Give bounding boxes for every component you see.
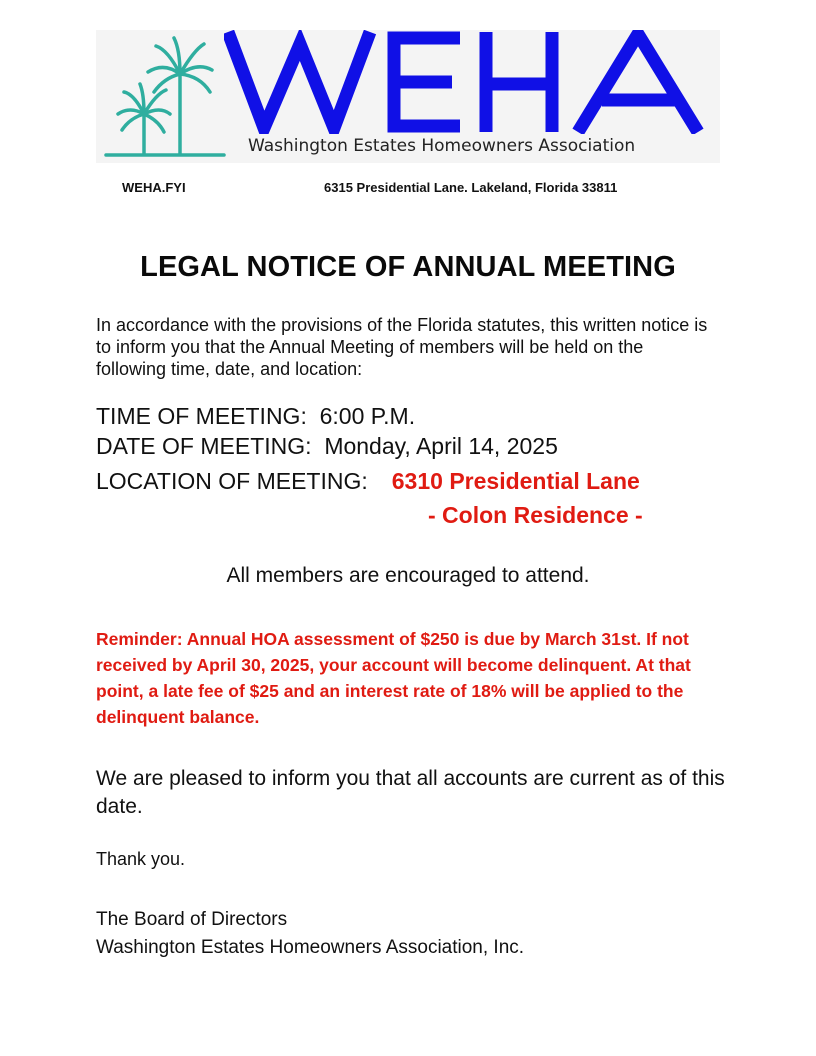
meeting-location-detail: - Colon Residence - <box>428 502 643 528</box>
meeting-time-value: 6:00 P.M. <box>319 403 416 429</box>
meeting-location-label: LOCATION OF MEETING: <box>96 468 368 494</box>
meeting-location-value: 6310 Presidential Lane <box>391 468 640 494</box>
meeting-date-label: DATE OF MEETING: <box>96 433 312 459</box>
assessment-reminder: Reminder: Annual HOA assessment of $250 is due by March 31st. If not received by April 30, 2025, your account will become delinquent. At that point, a late fee of $25 and an interest rate of 18% will be applied to the delinquent balance. <box>96 629 691 727</box>
palm-trees-icon <box>104 36 226 158</box>
closing-thanks: Thank you. <box>96 849 186 869</box>
signature-line-2: Washington Estates Homeowners Association, Inc. <box>96 937 525 958</box>
attendance-encouragement: All members are encouraged to attend. <box>226 564 590 587</box>
signature-line-1: The Board of Directors <box>96 909 288 930</box>
intro-paragraph: In accordance with the provisions of the Florida statutes, this written notice is to inform you that the Annual Meeting of members will be held on the following time, date, and location: <box>96 315 708 379</box>
meeting-location-row <box>96 468 640 495</box>
accounts-status: We are pleased to inform you that all accounts are current as of this date. <box>96 767 725 818</box>
address-text: 6315 Presidential Lane. Lakeland, Florida 33811 <box>324 180 618 195</box>
weha-logo <box>96 30 720 163</box>
website-text: WEHA.FYI <box>122 180 186 195</box>
meeting-date-row <box>96 433 558 460</box>
weha-wordmark <box>224 30 708 134</box>
signature-block <box>96 906 524 962</box>
meeting-time-row <box>96 403 415 430</box>
meeting-date-value: Monday, April 14, 2025 <box>324 433 558 459</box>
logo-subtitle: Washington Estates Homeowners Association <box>248 136 636 156</box>
notice-title: LEGAL NOTICE OF ANNUAL MEETING <box>140 251 676 283</box>
meeting-time-label: TIME OF MEETING: <box>96 403 307 429</box>
